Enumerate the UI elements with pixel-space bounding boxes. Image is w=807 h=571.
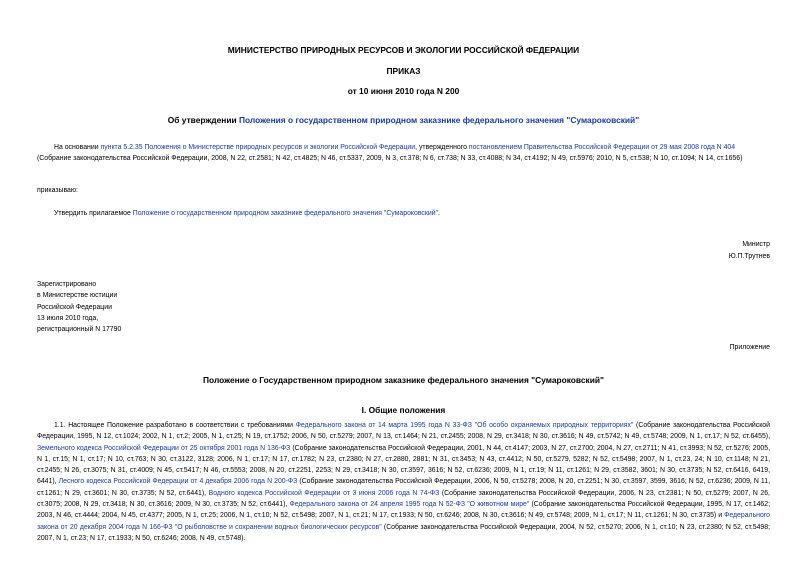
registration-line-5: регистрационный N 17790 bbox=[37, 326, 122, 334]
appendix-title: Положение о Государственном природном заказнике федерального значения "Сумароковский" bbox=[203, 375, 604, 385]
clause-1-1 bbox=[37, 420, 770, 544]
clause-text-2: (Собрание законодательства Российской Федерации, 1995, N 12, ст.1024; 2002, N 1, ст.2; 2005, N 1, ст.25; N 19, ст.1752; 2006, N 50, ст.5279; 2007, N 13, ст.1464; N 21, ст.2455; 2008, N 29, ст.3418; N 30, ст.3616; N 49, ст.5742; N 49, ст.5748; 2009, N 1, ст.17; N 52, ст.6455), bbox=[37, 422, 770, 441]
link-land-code[interactable]: Земельного кодекса Российской Федерации от 25 октября 2001 года N 136-ФЗ bbox=[37, 444, 291, 452]
order-word bbox=[37, 185, 770, 196]
basis-paragraph bbox=[37, 142, 770, 165]
clause-text-5: (Собрание законодательства Российской Федерации, 2006, N 23, ст.2381; N 50, ст.5279; 2007, N 26, ст.3075; 2008, N 29, ст.3418; N 30, ст.3616; 2009, N 30, ст.3735; N 52, ст.6441), bbox=[37, 489, 770, 509]
basis-tail: (Собрание законодательства Российской Федерации, 2008, N 22, ст.2581; N 42, ст.4825; N 46, ст.5337, 2009, N 3, ст.378; N 6, ст.738; N 33, ст.4088; N 34, ст.4192; N 49, ст.5976; 2010, N 5, ст.538; N 10, ст.1094; N 14, ст.1656) bbox=[37, 155, 743, 163]
ministry-heading: МИНИСТЕРСТВО ПРИРОДНЫХ РЕСУРСОВ И ЭКОЛОГИИ РОССИЙСКОЙ ФЕДЕРАЦИИ bbox=[227, 45, 580, 55]
clause-text-3: (Собрание законодательства Российской Федерации, 2001, N 44, ст.4147; 2003, N 27, ст.2700; 2004, N 27, ст.2711; N 41, ст.3993; N 52, ст.5276; 2005, N 1, ст.15; N 1, ст.17; N 10, ст.763; N 30, ст.3122, 3128; 2006, N 1, ст.17; N 17, ст.1782; N 23, ст.2380; N 27, ст.2880, 2881; N 31, ст.3453; N 43, ст.4412; N 50, ст.5279, 5282; N 52, ст.5498; 2007, N 1, ст.23, 24; N 10, ст.1148; N 21, ст.2455; N 26, ст.3075; N 31, ст.4009; N 45, ст.5417; N 46, ст.5553; 2008, N 20, ст.2251, 2253; N 29, ст.3418; N 30, ст.3597, 3616; N 52, ст.6236; 2009, N 1, ст.19; N 11, ст.1261; N 29, ст.3582, 3601; N 30, ст.3735; N 52, ст.6416, 6419, 6441), bbox=[37, 444, 770, 486]
basis-link-regulation[interactable]: пункта 5.2.35 Положения о Министерстве природных ресурсов и экологии Российской Федерации bbox=[100, 144, 416, 151]
date-number-heading: от 10 июня 2010 года N 200 bbox=[347, 86, 460, 96]
signature-role: Министр bbox=[742, 241, 770, 248]
registration-line-3: Российской Федерации bbox=[37, 303, 112, 311]
basis-mid: , утвержденного bbox=[415, 144, 469, 151]
signature-name: Ю.П.Трутнев bbox=[728, 252, 770, 260]
signature-block bbox=[729, 239, 770, 262]
link-law-33fz[interactable]: Федерального закона от 14 марта 1995 года N 33-ФЗ "Об особо охраняемых природных территориях" bbox=[295, 422, 634, 429]
appendix-label: Приложение bbox=[729, 344, 770, 351]
basis-link-decree[interactable]: постановлением Правительства Российской Федерации от 29 мая 2008 года N 404 bbox=[468, 144, 736, 151]
order-title bbox=[37, 115, 770, 125]
section-title: I. Общие положения bbox=[361, 405, 446, 415]
link-law-166fz[interactable]: Федерального закона от 20 декабря 2004 года N 166-ФЗ "О рыболовстве и сохранении водных биологических ресурсов" bbox=[37, 512, 770, 531]
approve-link[interactable]: Положение о государственном природном заказнике федерального значения "Сумароковский" bbox=[132, 210, 439, 217]
clause-text-1: 1.1. Настоящее Положение разработано в соответствии с требованиями bbox=[54, 422, 296, 429]
order-word-text: приказываю: bbox=[37, 187, 78, 194]
registration-line-4: 13 июля 2010 года, bbox=[37, 314, 99, 322]
approve-paragraph bbox=[37, 208, 770, 219]
order-title-link[interactable]: Положения о государственном природном заказнике федерального значения "Сумароковский" bbox=[238, 115, 640, 125]
registration-line-1: Зарегистрировано bbox=[37, 281, 97, 288]
clause-text-6: (Собрание законодательства Российской Федерации, 1995, N 17, ст.1462; 2003, N 46, ст.4444; 2004, N 45, ст.4377; 2005, N 1, ст.25; 2006, N 1, ст.10; N 52, ст.5498; 2007, N 1, ст.21; N 17, ст.1933; N 50, ст.6246; 2008, N 30, ст.3616; N 49, ст.5748; 2009, N 1, ст.17; N 11, ст.1261; N 30, ст.3735) и bbox=[37, 501, 770, 520]
registration-block bbox=[37, 279, 121, 335]
approve-suffix: . bbox=[438, 210, 440, 217]
approve-prefix: Утвердить прилагаемое bbox=[54, 210, 133, 217]
link-forest-code[interactable]: Лесного кодекса Российской Федерации от 4 декабря 2006 года N 200-ФЗ bbox=[58, 478, 298, 486]
clause-text-4: (Собрание законодательства Российской Федерации, 2006, N 50, ст.5278; 2008, N 20, ст.2251; N 30, ст.3597, 3599, 3616; N 52, ст.6236; 2009, N 11, ст.1261; N 29, ст.3601; N 30, ст.3735; N 52, ст.6441), bbox=[37, 478, 771, 497]
link-law-52fz[interactable]: Федерального закона от 24 апреля 1995 года N 52-ФЗ "О животном мире" bbox=[289, 501, 530, 509]
clause-text-7: (Собрание законодательства Российской Федерации, 2004, N 52, ст.5270; 2006, N 1, ст.10; N 23, ст.2380; N 52, ст.5498; 2007, N 1, ст.23; N 17, ст.1933; N 50, ст.6246; 2008, N 49, ст.5748). bbox=[37, 523, 770, 542]
registration-line-2: в Министерстве юстиции bbox=[37, 292, 118, 300]
link-water-code[interactable]: Водного кодекса Российской Федерации от 3 июня 2006 года N 74-ФЗ bbox=[208, 489, 440, 497]
doc-type-heading: ПРИКАЗ bbox=[386, 66, 421, 76]
basis-prefix: На основании bbox=[54, 144, 101, 151]
order-title-prefix: Об утверждении bbox=[167, 115, 239, 125]
